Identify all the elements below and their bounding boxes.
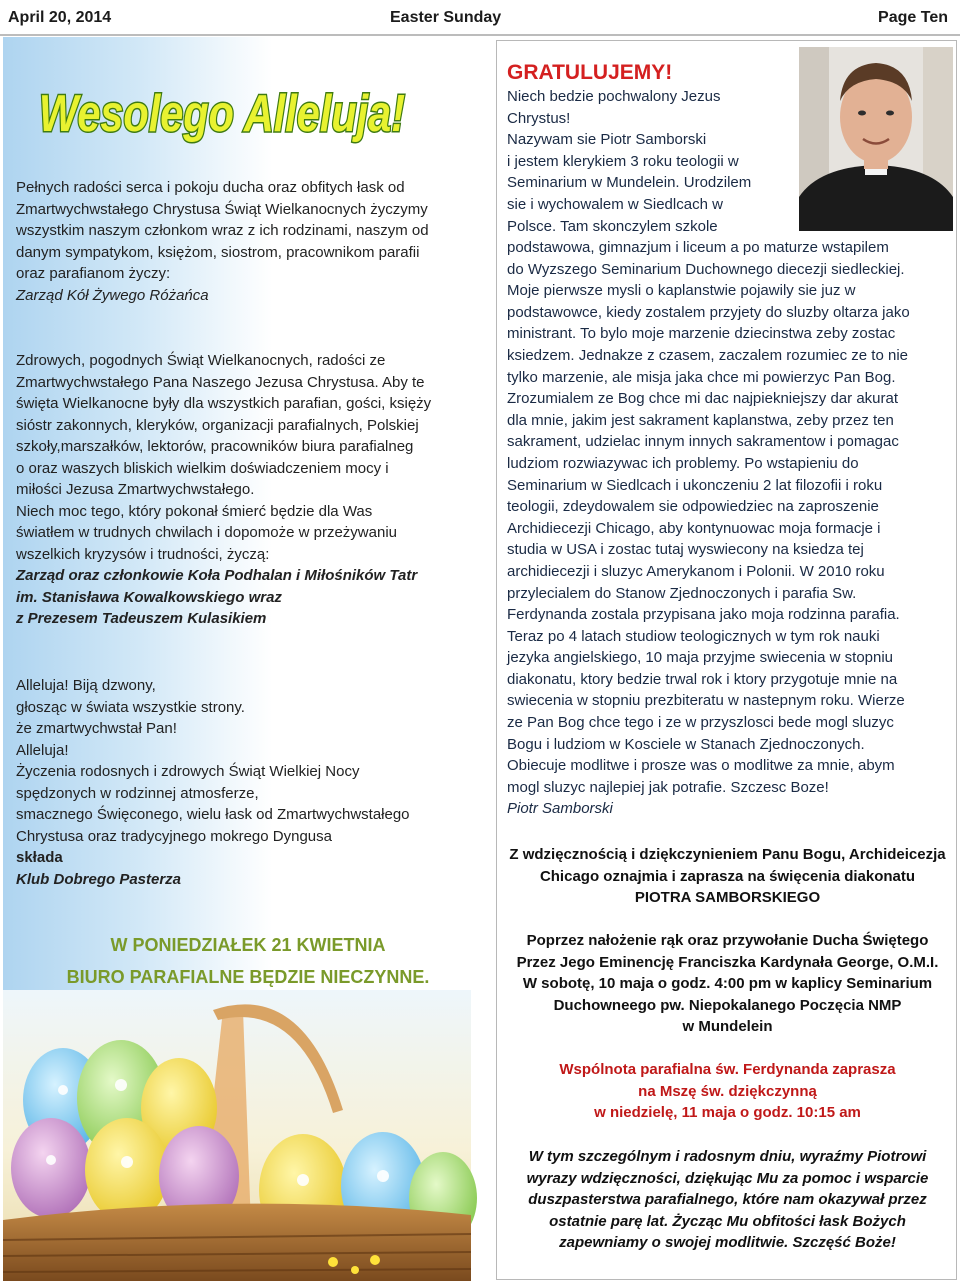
text-line: Niech bedzie pochwalony Jezus [507, 88, 721, 105]
text-line: spędzonych w rodzinnej atmosferze, [16, 784, 259, 802]
text-line: Seminarium w Mundelein. Urodzilem [507, 174, 752, 192]
text-line: głosząc w świata wszystkie strony. [16, 698, 245, 716]
wish-rosary [16, 177, 429, 306]
text-line: na Mszę św. dziękczynną [638, 1082, 817, 1100]
text-line: W tym szczególnym i radosnym dniu, wyraźmy Piotrowi [528, 1148, 927, 1165]
text-line: diakonatu, ktory bedzie trwal rok i ktory przygotuje mnie na [507, 670, 898, 688]
wish-good-shepherd [16, 675, 410, 890]
text-line: sakrament, udzielac innym innych sakramentow i pomagac [507, 433, 899, 451]
text-line: swiecenia w stopniu prezbiteratu w nastepnym roku. Wierze [507, 692, 905, 710]
text-line: Chicago oznajmia i zaprasza na święcenia diakonatu [539, 867, 916, 885]
text-line: ostatnie parę lat. Życząc Mu obfitości łask Bożych [549, 1212, 906, 1230]
text-line: PIOTRA SAMBORSKIEGO [634, 889, 821, 906]
signature-podhalan: im. Stanisława Kowalkowskiego wraz [16, 588, 282, 606]
ordination-invitation [497, 844, 958, 909]
text-line: Alleluja! Biją dzwony, [16, 677, 156, 694]
thanksgiving-mass [497, 1059, 958, 1124]
text-line: ksiedzem. Jednakze z czasem, zaczalem rozumiec ze to nie [507, 346, 908, 364]
text-line: sióstr zakonnych, kleryków, organizacji parafialnych, Polskiej [16, 416, 419, 434]
text-line: Chrystusa oraz tradycyjnego mokrego Dyngusa [16, 827, 332, 845]
easter-basket-image [3, 990, 471, 1281]
text-line: Moje pierwsze mysli o kaplanstwie pojawily sie juz w [507, 282, 856, 300]
text-line: Zmartwychwstałego Pana Naszego Jezusa Chrystusa. Aby te [16, 373, 425, 391]
text-line: sie i wychowalem w Siedlcach w [507, 195, 723, 213]
text-line: Polsce. Tam skonczylem szkole [507, 217, 718, 235]
text-line: podstawowa, gimnazjum i liceum a po maturze wstapilem [507, 239, 889, 256]
issue-title: Easter Sunday [390, 9, 502, 26]
text-line: Zmartwychwstałego Chrystusa Świąt Wielkanocnych życzymy [16, 200, 428, 218]
text-line: w niedzielę, 11 maja o godz. 10:15 am [594, 1104, 861, 1121]
text-line: Poprzez nałożenie rąk oraz przywołanie Ducha Świętego [526, 932, 929, 949]
text-line: miłości Jezusa Zmartwychwstałego. [16, 481, 255, 498]
text-line: w Mundelein [682, 1018, 773, 1035]
wish-podhalan [16, 350, 431, 630]
notice-line: W PONIEDZIAŁEK 21 KWIETNIA [110, 935, 386, 955]
text-line: Zrozumialem ze Bog chce mi dac najpiekniejszy dar akurat [507, 390, 899, 408]
svg-text:Wesolego Alleluja!: Wesolego Alleluja! [39, 85, 405, 143]
text-line: Ferdynanda zostala przypisana jako moja rodzinna parafia. [507, 606, 900, 624]
text-line: że zmartwychwstał Pan! [16, 720, 177, 737]
text-line: archidiecezji i sluzyc Amerykanom i Polonii. W 2010 roku [507, 562, 885, 580]
letter-body [507, 237, 952, 820]
text-line: Nazywam sie Piotr Samborski [507, 131, 707, 149]
text-line: Archidiecezji Chicago, aby kontynuowac moja formacje i [507, 519, 881, 537]
signature-rosary: Zarząd Kół Żywego Różańca [16, 286, 209, 304]
text-line: ludziom rozwiazywac ich problemy. Po wstapieniu do [507, 454, 859, 472]
right-column [496, 40, 957, 1280]
wordart-image [33, 75, 413, 147]
signature-podhalan: Zarząd oraz członkowie Koła Podhalan i Miłośników Tatr [16, 567, 418, 584]
text-line: Teraz po 4 latach studiow teologicznych w tym rok nauki [507, 627, 880, 645]
text-line: Z wdzięcznością i dziękczynieniem Panu Bogu, Archideicezja [509, 846, 946, 863]
text-line: Chrystus! [507, 109, 571, 127]
text-line: studia w USA i zostac tutaj wyswiecony na ksiedza tej [507, 541, 864, 559]
left-column [3, 37, 493, 1281]
text-line: dla mnie, jakim jest sakrament kaplanstwa, zeby przez ten [507, 411, 894, 429]
text-line: Alleluja! [16, 741, 69, 759]
letter-signature: Piotr Samborski [507, 800, 613, 818]
text-line: Niech moc tego, który pokonał śmierć będzie dla Was [16, 502, 373, 520]
text-line: szkoły,marszałków, lektorów, pracowników biura parafialneg [16, 438, 414, 455]
portrait-image [799, 47, 953, 231]
ordination-details [497, 930, 958, 1038]
text-line: do Wyzszego Seminarium Duchownego diecezji siedleckiej. [507, 260, 905, 278]
text-line: Seminarium w Siedlcach i ukonczeniu 2 lat filozofii i roku [507, 476, 883, 494]
text-line: przylecialem do Stanow Zjednoczonych i parafia Sw. [507, 584, 857, 602]
page-number: Page Ten [878, 9, 948, 26]
page-header [0, 0, 960, 36]
text-line: Przez Jego Eminencję Franciszka Kardynała George, O.M.I. [516, 953, 939, 971]
text-line: teologii, zdeydowalem sie odpowiedziec na zaproszenie [507, 498, 879, 516]
congratulations-heading: GRATULUJEMY! [507, 61, 673, 84]
text-line: o oraz waszych bliskich wielkim doświadczeniem mocy i [16, 459, 389, 477]
text-line: i jestem klerykiem 3 roku teologii w [507, 152, 739, 170]
signature-label: składa [16, 849, 63, 866]
text-line: wszelkich kryzysów i trudności, życzą: [16, 545, 270, 563]
text-line: mogl sluzyc najlepiej jak potrafie. Szczesc Boze! [507, 778, 829, 796]
text-line: Życzenia rodosnych i zdrowych Świąt Wielkiej Nocy [16, 763, 360, 780]
text-line: Wspólnota parafialna św. Ferdynanda zaprasza [559, 1061, 896, 1078]
text-line: zapewniamy o swojej modlitwie. Szczęść Boże! [559, 1234, 896, 1251]
text-line: wszystkim naszym członkom wraz z ich rodzinami, naszym od [16, 222, 429, 239]
text-line: duszpasterstwa parafialnego, które nam okazywał przez [528, 1191, 927, 1208]
text-line: oraz parafianom życzy: [16, 265, 171, 282]
text-line: ze Pan Bog chce tego i ze w przyszlosci bede mogl sluzyc [507, 714, 894, 732]
text-line: smacznego Święconego, wielu łask od Zmartwychwstałego [16, 806, 410, 823]
text-line: ministrant. To bylo moje marzenie dziecinstwa zeby zostac [507, 325, 896, 343]
text-line: Bogu i ludziom w Kosciele w Stanach Zjednoczonych. [507, 735, 865, 753]
easter-eggs-photo [3, 990, 471, 1281]
issue-date: April 20, 2014 [8, 9, 112, 26]
text-line: światłem w trudnych chwilach i dopomoże w przeżywaniu [16, 524, 397, 541]
signature-podhalan: z Prezesem Tadeuszem Kulasikiem [16, 610, 267, 627]
text-line: Duchowneego pw. Niepokalanego Poczęcia NMP [553, 996, 902, 1014]
letter-intro [507, 86, 797, 237]
closing-message [497, 1146, 958, 1254]
text-line: danym sympatykom, księżom, siostrom, pracownikom parafii [16, 243, 420, 261]
seminarian-portrait [799, 47, 953, 231]
text-line: święta Wielkanocne były dla wszystkich parafian, gości, księży [16, 395, 432, 412]
text-line: Zdrowych, pogodnych Świąt Wielkanocnych, radości ze [16, 352, 386, 369]
text-line: jezyka angielskiego, 10 maja przyjme swiecenia w stopniu [507, 649, 894, 667]
text-line: Pełnych radości serca i pokoju ducha oraz obfitych łask od [16, 179, 405, 196]
text-line: wyrazy wdzięczności, dziękując Mu za pomoc i wsparcie [526, 1169, 929, 1187]
signature-good-shepherd: Klub Dobrego Pasterza [16, 870, 182, 888]
text-line: Obiecuje modlitwe i prosze was o modlitwe za mnie, abym [507, 757, 895, 775]
notice-line: BIURO PARAFIALNE BĘDZIE NIECZYNNE. [66, 967, 430, 987]
alleluja-banner [33, 75, 413, 147]
text-line: podstawowce, kiedy zostalem przyjety do sluzby oltarza jako [507, 303, 910, 321]
text-line: W sobotę, 10 maja o godz. 4:00 pm w kaplicy Seminarium [522, 975, 933, 992]
text-line: tylko marzenie, ale misja jaka chce mi powierzyc Pan Bog. [507, 368, 896, 386]
